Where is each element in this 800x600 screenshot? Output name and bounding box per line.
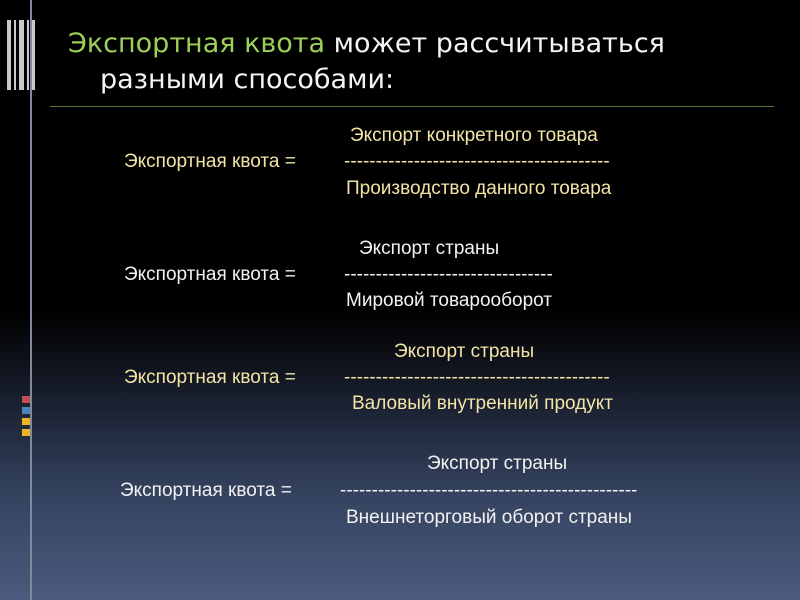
formula-2-denominator: Мировой товарооборот: [346, 290, 552, 311]
title-accent: Экспортная квота: [68, 28, 326, 59]
left-vertical-rule: [30, 0, 32, 600]
formula-2-lhs: Экспортная квота =: [124, 264, 296, 285]
formula-3-numerator: Экспорт страны: [394, 341, 535, 362]
formula-2-fraction-bar: ---------------------------------: [344, 264, 553, 285]
decorative-color-squares: [22, 396, 30, 440]
title-line2: разными способами:: [100, 64, 395, 95]
formula-1-numerator: Экспорт конкретного товара: [350, 125, 598, 146]
red-square: [22, 396, 30, 403]
formula-4-fraction-bar: -----------------------------------------------: [340, 480, 638, 501]
formula-1-lhs: Экспортная квота =: [124, 151, 296, 172]
formula-1-denominator: Производство данного товара: [346, 178, 612, 199]
title-rest: может рассчитываться: [325, 28, 665, 59]
formula-3-denominator: Валовый внутренний продукт: [352, 393, 613, 414]
formula-4-numerator: Экспорт страны: [427, 453, 568, 474]
slide-title: [68, 26, 708, 98]
formula-3-lhs: Экспортная квота =: [124, 367, 296, 388]
gold-square: [22, 429, 30, 436]
formula-1-fraction-bar: ------------------------------------------: [344, 151, 610, 172]
gold-square: [22, 418, 30, 425]
decorative-vertical-lines: [7, 20, 47, 90]
formula-4-denominator: Внешнеторговый оборот страны: [346, 507, 632, 528]
formula-2-numerator: Экспорт страны: [359, 238, 500, 259]
blue-square: [22, 407, 30, 414]
formula-3-fraction-bar: ------------------------------------------: [344, 367, 610, 388]
title-underline: [50, 106, 774, 107]
formula-4-lhs: Экспортная квота =: [120, 480, 292, 501]
